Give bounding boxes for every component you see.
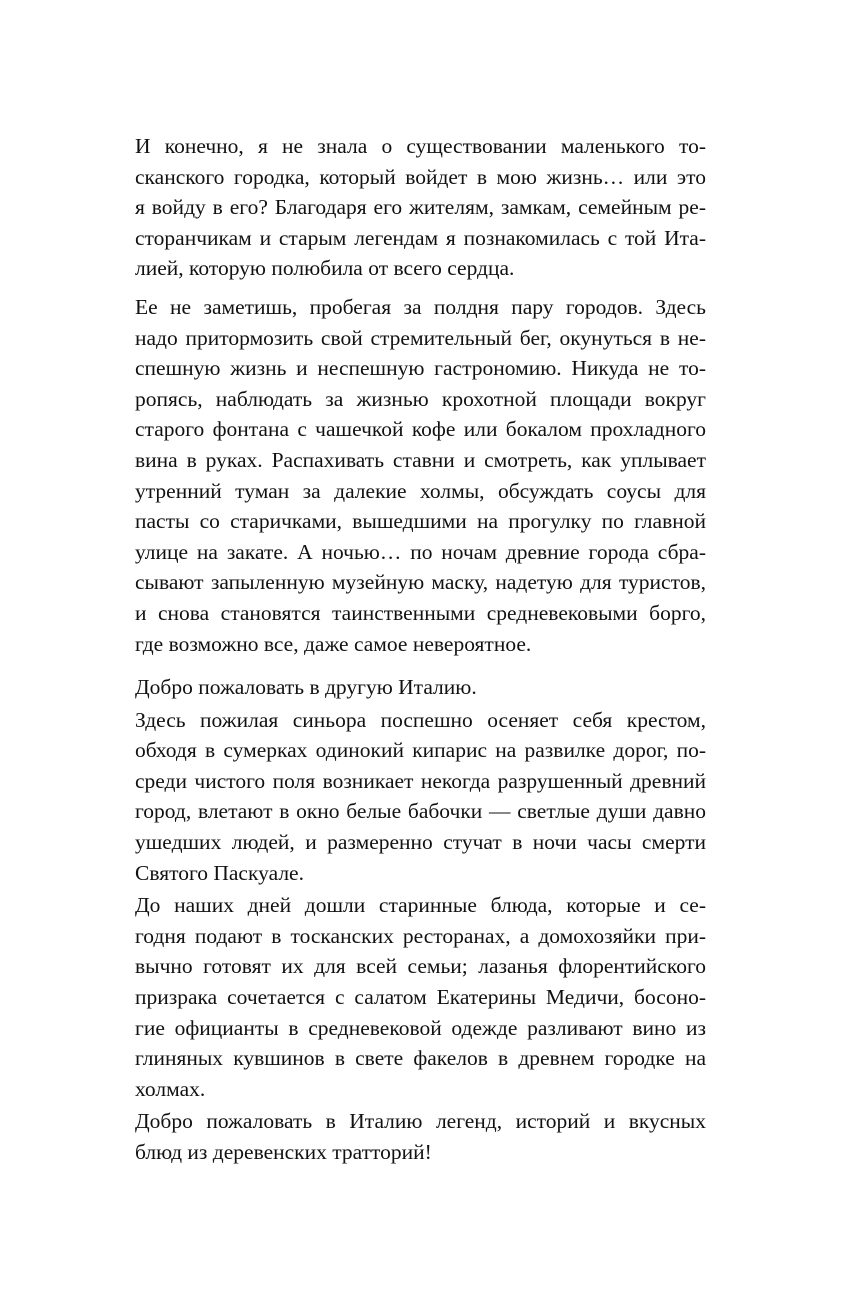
text-line: утренний туман за далекие холмы, обсуждать соусы для — [135, 478, 706, 503]
text-line: сторанчикам и старым легендам я познакомилась с той Ита- — [135, 225, 706, 250]
text-line: надо притормозить свой стремительный бег, окунуться в не- — [135, 325, 706, 350]
text-line: холмах. — [135, 1076, 206, 1101]
paragraph — [135, 890, 706, 1104]
text-line: пасты со старичками, вышедшими на прогулку по главной — [135, 509, 706, 534]
text-line: сывают запыленную музейную маску, надетую для туристов, — [135, 570, 706, 595]
text-line: До наших дней дошли старинные блюда, которые и се- — [135, 893, 706, 918]
paragraph — [135, 1106, 706, 1167]
text-section-2 — [135, 672, 706, 1168]
text-line: Добро пожаловать в другую Италию. — [135, 675, 477, 699]
text-line: сканского городка, который войдет в мою жизнь… или это — [135, 164, 706, 189]
text-line: Здесь пожилая синьора поспешно осеняет себя крестом, — [135, 707, 706, 732]
text-section-1 — [135, 131, 706, 659]
text-line: И конечно, я не знала о существовании маленького то- — [135, 134, 706, 158]
text-line: лией, которую полюбила от всего сердца. — [135, 256, 515, 281]
text-line: годня подают в тосканских ресторанах, а домохозяйки при- — [135, 923, 706, 948]
text-line: призрака сочетается с салатом Екатерины Медичи, босоно- — [135, 984, 706, 1009]
text-line: старого фонтана с чашечкой кофе или бокалом прохладного — [135, 417, 706, 442]
text-line: гие официанты в средневековой одежде разливают вино из — [135, 1015, 706, 1040]
text-line: вина в руках. Распахивать ставни и смотреть, как уплывает — [135, 447, 706, 472]
text-line: Ее не заметишь, пробегая за полдня пару городов. Здесь — [135, 294, 706, 319]
text-line: город, влетают в окно белые бабочки — светлые души давно — [135, 799, 706, 824]
text-line: спешную жизнь и неспешную гастрономию. Никуда не то- — [135, 356, 706, 381]
text-line: блюд из деревенских тратторий! — [135, 1139, 432, 1164]
text-line: Святого Паскуале. — [135, 860, 304, 885]
text-line: среди чистого поля возникает некогда разрушенный древний — [135, 768, 706, 793]
text-line: и снова становятся таинственными средневековыми борго, — [135, 600, 706, 625]
paragraph — [135, 705, 706, 889]
text-line: обходя в сумерках одинокий кипарис на развилке дорог, по- — [135, 738, 706, 763]
text-line: Добро пожаловать в Италию легенд, историй и вкусных — [135, 1109, 706, 1134]
paragraph — [135, 672, 706, 703]
text-line: где возможно все, даже самое невероятное. — [135, 631, 532, 656]
text-line: я войду в его? Благодаря его жителям, замкам, семейным ре- — [135, 195, 706, 220]
text-line: вычно готовят их для всей семьи; лазанья флорентийского — [135, 954, 706, 979]
paragraph — [135, 131, 706, 284]
text-line: ропясь, наблюдать за жизнью крохотной площади вокруг — [135, 386, 706, 411]
text-line: ушедших людей, и размеренно стучат в ночи часы смерти — [135, 829, 706, 854]
text-line: глиняных кувшинов в свете факелов в древнем городке на — [135, 1046, 706, 1071]
text-line: улице на закате. А ночью… по ночам древние города сбра- — [135, 539, 706, 564]
paragraph — [135, 292, 706, 659]
